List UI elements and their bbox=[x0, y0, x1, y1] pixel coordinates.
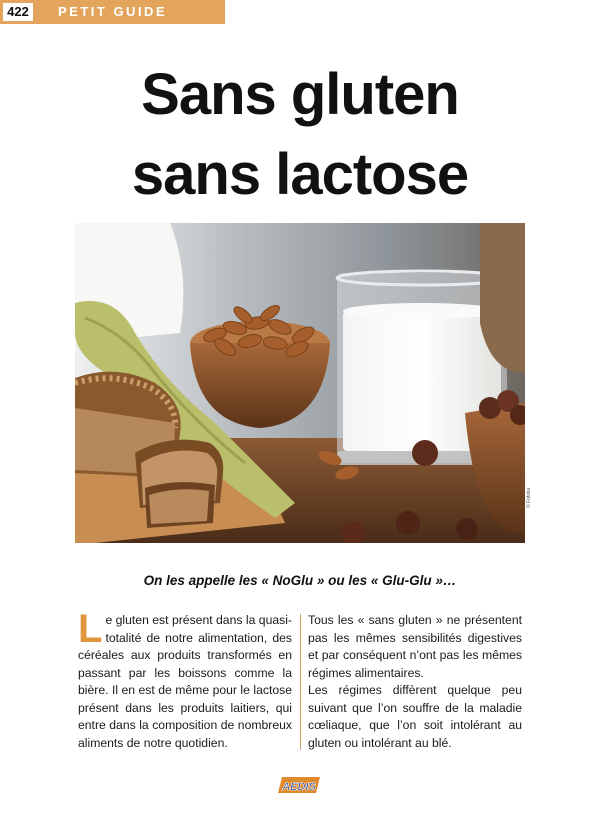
column-divider bbox=[300, 614, 301, 750]
page-title-line-2: sans lactose bbox=[131, 142, 469, 207]
food-photo-illustration bbox=[75, 223, 525, 543]
header-bar bbox=[0, 0, 225, 24]
series-title: PETIT GUIDE bbox=[58, 4, 168, 19]
photo-credit: © Fotolia bbox=[526, 487, 532, 508]
body-paragraph-right-2: Les régimes diffèrent quelque peu suivant que l’on souffre de la maladie cœliaque, que l’on soit intolérant au gluten ou intolérant au blé. bbox=[308, 683, 522, 750]
svg-text:AEDIS: AEDIS bbox=[282, 781, 316, 793]
cover-photo bbox=[75, 223, 525, 543]
page-number: 422 bbox=[3, 3, 33, 21]
publisher-logo bbox=[276, 774, 324, 796]
photo-caption: On les appelle les « NoGlu » ou les « Glu-Glu »… bbox=[143, 573, 457, 588]
drop-cap: L bbox=[78, 607, 103, 651]
aedis-logo-icon bbox=[276, 774, 324, 796]
body-paragraph-right-1: Tous les « sans gluten » ne présentent pas les mêmes sensibilités digestives et par conséquent n’ont pas les mêmes régimes alimentaires. bbox=[308, 613, 522, 680]
page-title-line-1: Sans gluten bbox=[141, 62, 459, 127]
body-column-right bbox=[308, 612, 522, 752]
body-paragraph-left: e gluten est présent dans la quasi-totalité de notre alimentation, des céréales aux produits transformés en passant par les boissons comme la bière. Il en est de même pour le lactose présent dans les produits laitiers, qui entre dans la composition de nombreux aliments de notre quotidien. bbox=[78, 613, 292, 750]
body-column-left bbox=[78, 607, 292, 752]
